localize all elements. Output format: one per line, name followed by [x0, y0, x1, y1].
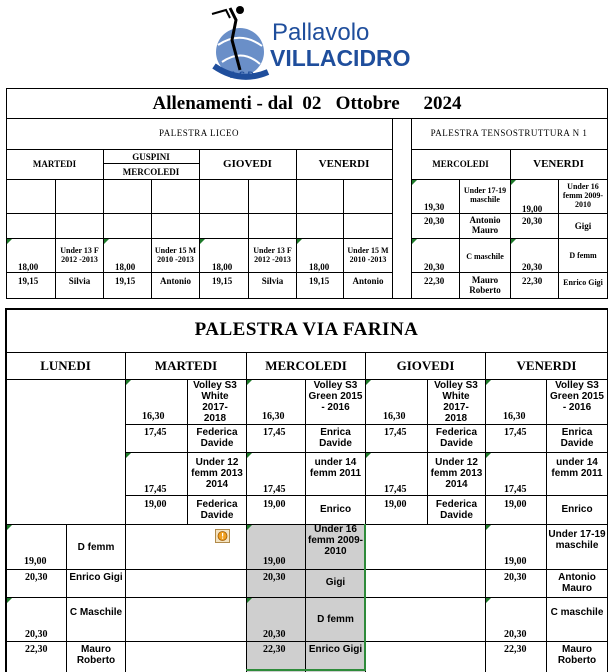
farina-lun-end-1: 20,30: [25, 572, 48, 583]
tenso-header: PALESTRA TENSOSTRUTTURA N 1: [430, 128, 588, 138]
title-month: Ottobre: [335, 93, 400, 114]
farina-mer-end-2: 19,00: [263, 499, 286, 510]
farina-mar-team-2: Under 12 femm 2013 2014: [191, 457, 243, 490]
tenso-mer-coach-1: Antonio Mauro: [469, 215, 501, 235]
farina-gio-end-1: 17,45: [384, 427, 407, 438]
tenso-mer-coach-2: Mauro Roberto: [469, 275, 501, 295]
farina-ven-end-3: 20,30: [504, 572, 527, 583]
farina-lun-coach-1: Enrico Gigi: [69, 572, 123, 583]
farina-mar-team-1: Volley S3 White 2017-2018: [193, 380, 237, 424]
liceo-mer-team: Under 15 M 2010 -2013: [154, 246, 197, 264]
liceo-mar-time: 18,00: [18, 262, 39, 272]
farina-ven-coach-2: Enrico: [561, 504, 593, 515]
farina-mer-time-2: 17,45: [263, 484, 286, 495]
tenso-ven-end-1: 20,30: [522, 216, 543, 226]
liceo-mar-coach: Silvia: [68, 276, 91, 286]
title-year: 2024: [423, 93, 462, 114]
farina-mer-end-4: 22,30: [263, 644, 286, 655]
liceo-venerdi: VENERDI: [318, 158, 370, 170]
liceo-gio-end: 19,15: [212, 276, 233, 286]
liceo-mer-coach: Antonio: [159, 276, 191, 286]
farina-lun-coach-2: Mauro Roberto: [76, 644, 116, 666]
farina-mer-team-1: Volley S3 Green 2015 - 2016: [308, 380, 363, 413]
tenso-ven-time-1: 19,00: [522, 204, 543, 214]
page-title: [6, 93, 608, 115]
farina-ven-team-3: Under 17-19 maschile: [548, 529, 606, 551]
tenso-mer-end-2: 22,30: [424, 276, 445, 286]
tenso-ven-coach-1: Gigi: [574, 221, 592, 231]
liceo-mar-end: 19,15: [18, 276, 39, 286]
farina-mer-coach-2: Enrico: [319, 504, 352, 515]
tenso-ven-coach-2: Enrico Gigi: [563, 278, 603, 287]
liceo-mar-team: Under 13 F 2012 -2013: [60, 246, 99, 264]
farina-gio-time-1: 16,30: [383, 411, 406, 422]
liceo-gio-team: Under 13 F 2012 -2013: [253, 246, 292, 264]
tenso-mer-time-1: 19,30: [424, 202, 445, 212]
farina-ven-time-4: 20,30: [504, 629, 527, 640]
farina-ven-end-2: 19,00: [504, 499, 527, 510]
tenso-ven-team-2: D femm: [569, 251, 597, 260]
farina-mer-time-1: 16,30: [262, 411, 285, 422]
farina-mar-coach-2: Federica Davide: [196, 499, 238, 521]
tenso-mer-end-1: 20,30: [424, 216, 445, 226]
tenso-venerdi: VENERDI: [533, 158, 584, 170]
farina-ven-time-1: 16,30: [503, 411, 526, 422]
farina-ven-team-4: C maschile: [550, 607, 604, 618]
logo-badge: A.S.D.: [230, 70, 257, 80]
liceo-gio-coach: Silvia: [261, 276, 284, 286]
liceo-mer-time: 18,00: [115, 262, 136, 272]
logo-line2: VILLACIDRO: [270, 45, 411, 71]
liceo-martedi: MARTEDI: [32, 159, 77, 169]
farina-day-mercoledi: MERCOLEDI: [265, 358, 347, 373]
farina-day-giovedi: GIOVEDI: [396, 358, 455, 373]
farina-mer-end-3: 20,30: [263, 572, 286, 583]
farina-mer-team-3: Under 16 femm 2009-2010: [307, 524, 364, 557]
title-day: 02: [302, 93, 322, 114]
farina-ven-end-4: 22,30: [504, 644, 527, 655]
liceo-ven-team: Under 15 M 2010 -2013: [347, 246, 389, 264]
farina-ven-time-3: 19,00: [504, 556, 527, 567]
title-text: Allenamenti - dal: [152, 93, 293, 114]
farina-ven-coach-1: Enrica Davide: [560, 427, 594, 449]
farina-lun-team-2: C Maschile: [69, 607, 123, 618]
farina-ven-end-1: 17,45: [504, 427, 527, 438]
tenso-mercoledi: MERCOLEDI: [432, 159, 489, 169]
farina-mer-coach-3: Gigi: [325, 577, 346, 588]
liceo-header: PALESTRA LICEO: [159, 128, 239, 138]
tenso-mer-team-1: Under 17-19 maschile: [463, 186, 507, 204]
liceo-ven-end: 19,15: [309, 276, 330, 286]
farina-mar-coach-1: Federica Davide: [196, 427, 238, 449]
tenso-ven-team-1: Under 16 femm 2009-2010: [562, 182, 604, 209]
farina-mar-time-1: 16,30: [142, 411, 165, 422]
liceo-giovedi: GIOVEDI: [223, 158, 272, 170]
farina-day-lunedi: LUNEDI: [40, 358, 91, 373]
farina-ven-team-1: Volley S3 Green 2015 - 2016: [550, 380, 604, 413]
farina-mer-team-4: D femm: [317, 614, 354, 625]
farina-gio-team-1: Volley S3 White 2017-2018: [434, 380, 478, 424]
farina-gio-coach-2: Federica Davide: [435, 499, 478, 521]
farina-ven-team-2: under 14 femm 2011: [551, 457, 603, 479]
tenso-mer-team-2: C maschile: [466, 252, 504, 261]
farina-gio-team-2: Under 12 femm 2013 2014: [430, 457, 483, 490]
liceo-gio-time: 18,00: [212, 262, 233, 272]
farina-mer-coach-4: Enrico Gigi: [308, 644, 363, 655]
farina-mar-end-1: 17,45: [144, 427, 167, 438]
farina-mar-time-2: 17,45: [144, 484, 167, 495]
tenso-ven-end-2: 22,30: [522, 276, 543, 286]
farina-lun-time-1: 19,00: [24, 556, 47, 567]
liceo-guspini: GUSPINI: [132, 152, 170, 162]
farina-gio-end-2: 19,00: [384, 499, 407, 510]
farina-gio-time-2: 17,45: [384, 484, 407, 495]
farina-gio-coach-1: Federica Davide: [435, 427, 478, 449]
logo-line1: Pallavolo: [272, 19, 370, 46]
farina-lun-team-1: D femm: [77, 542, 115, 553]
farina-header: PALESTRA VIA FARINA: [194, 319, 419, 340]
farina-mer-team-2: under 14 femm 2011: [309, 457, 362, 479]
farina-mar-end-2: 19,00: [144, 499, 167, 510]
farina-day-venerdi: VENERDI: [516, 358, 577, 373]
farina-mer-time-4: 20,30: [263, 629, 286, 640]
farina-day-martedi: MARTEDI: [154, 358, 218, 373]
tenso-ven-time-2: 20,30: [522, 262, 543, 272]
tenso-mer-time-2: 20,30: [424, 262, 445, 272]
farina-mer-end-1: 17,45: [263, 427, 286, 438]
farina-ven-coach-4: Mauro Roberto: [557, 644, 597, 666]
liceo-mercoledi: MERCOLEDI: [122, 167, 180, 177]
farina-mer-coach-1: Enrica Davide: [319, 427, 352, 449]
farina-mer-time-3: 19,00: [263, 556, 286, 567]
farina-lun-time-2: 20,30: [25, 629, 48, 640]
liceo-mer-end: 19,15: [115, 276, 136, 286]
warning-icon[interactable]: [215, 529, 230, 543]
club-logo: [200, 0, 411, 85]
farina-ven-time-2: 17,45: [504, 484, 527, 495]
liceo-ven-time: 18,00: [309, 262, 330, 272]
liceo-ven-coach: Antonio: [352, 276, 384, 286]
farina-ven-coach-3: Antonio Mauro: [558, 572, 596, 594]
farina-lun-end-2: 22,30: [25, 644, 48, 655]
